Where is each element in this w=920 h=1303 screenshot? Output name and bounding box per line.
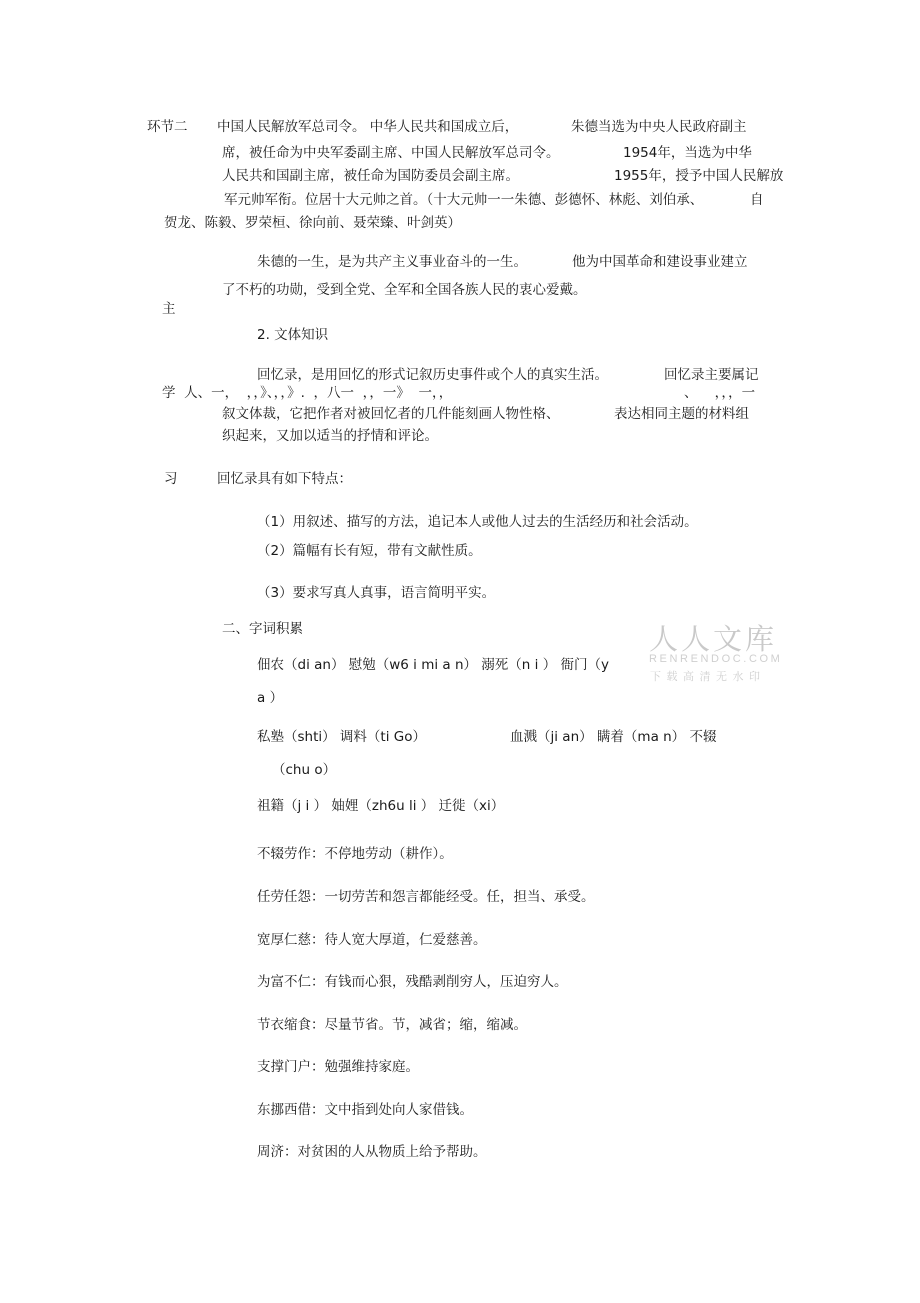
vocab-pinyin-line: （chu o） xyxy=(272,762,337,778)
vocab-definition: 宽厚仁慈：待人宽大厚道，仁爱慈善。 xyxy=(257,932,487,948)
watermark-domain: RENRENDOC.COM xyxy=(649,653,783,665)
text-line: 回忆录具有如下特点： xyxy=(217,471,352,487)
subsection-heading: 2. 文体知识 xyxy=(257,327,329,343)
text-line: 军元帅军衔。位居十大元帅之首。（十大元帅一一朱德、彭德怀、林彪、刘伯承、 xyxy=(224,192,704,208)
section-heading: 二、字词积累 xyxy=(222,621,303,637)
vocab-pinyin-line: 私塾（shti） 调料（ti Go） xyxy=(257,729,426,745)
vocab-definition: 节衣缩食：尽量节省。节，减省；缩，缩减。 xyxy=(257,1017,527,1033)
text-line: 朱德当选为中央人民政府副主 xyxy=(571,119,747,135)
text-line: 回忆录，是用回忆的形式记叙历史事件或个人的真实生活。 xyxy=(257,367,608,383)
vocab-definition: 东挪西借：文中指到处向人家借钱。 xyxy=(257,1102,473,1118)
garbled-line: 学 人、一， ，，》、，，》. ，八一 ，，一》 一，， xyxy=(162,385,453,401)
vocab-definition: 不辍劳作：不停地劳动（耕作）。 xyxy=(257,846,453,862)
text-line: 中国人民解放军总司令。 中华人民共和国成立后， xyxy=(217,119,519,135)
text-line: 他为中国革命和建设事业建立 xyxy=(572,254,748,270)
margin-char: 主 xyxy=(162,301,176,317)
vocab-pinyin-line: 佃农（di an） 慰勉（w6 i mi a n） 溺死（n i ） 衙门（y xyxy=(257,657,609,673)
text-line: 朱德的一生，是为共产主义事业奋斗的一生。 xyxy=(257,254,527,270)
vocab-definition: 为富不仁：有钱而心狠，残酷剥削穷人，压迫穷人。 xyxy=(257,974,568,990)
text-line: 了不朽的功勋，受到全党、全军和全国各族人民的衷心爱戴。 xyxy=(222,282,587,298)
list-item: （3）要求写真人真事，语言简明平实。 xyxy=(257,585,496,601)
section-label-huanjie: 环节二 xyxy=(147,119,188,135)
vocab-pinyin-line: 血溅（ji an） 瞒着（ma n） 不辍 xyxy=(510,729,717,745)
garbled-line: 、 ，，，一 xyxy=(684,385,756,401)
vocab-definition: 支撑门户：勉强维持家庭。 xyxy=(257,1059,419,1075)
vocab-definition: 任劳任怨：一切劳苦和怨言都能经受。任，担当、承受。 xyxy=(257,889,595,905)
watermark-logo-text: 人人文库 xyxy=(649,622,778,656)
list-item: （2）篇幅有长有短，带有文献性质。 xyxy=(257,543,482,559)
text-line: 席，被任命为中央军委副主席、中国人民解放军总司令。 xyxy=(222,145,560,161)
text-line: 1955年，授予中国人民解放 xyxy=(614,168,784,184)
vocab-pinyin-line: 祖籍（j i ） 妯娌（zh6u li ） 迁徙（xi） xyxy=(257,798,505,814)
text-line: 人民共和国副主席，被任命为国防委员会副主席。 xyxy=(222,168,519,184)
margin-char: 自 xyxy=(750,192,764,208)
text-line: 叙文体裁，它把作者对被回忆者的几件能刻画人物性格、 xyxy=(222,406,560,422)
vocab-pinyin-line: a ） xyxy=(257,690,284,706)
text-line: 贺龙、陈毅、罗荣桓、徐向前、聂荣臻、叶剑英） xyxy=(164,215,461,231)
text-line: 回忆录主要属记 xyxy=(664,367,759,383)
text-line: 织起来，又加以适当的抒情和评论。 xyxy=(222,428,438,444)
watermark-tagline: 下载高清无水印 xyxy=(650,670,766,683)
text-line: 表达相同主题的材料组 xyxy=(614,406,749,422)
text-line: 1954年，当选为中华 xyxy=(623,145,752,161)
vocab-definition: 周济：对贫困的人从物质上给予帮助。 xyxy=(257,1144,487,1160)
list-item: （1）用叙述、描写的方法，追记本人或他人过去的生活经历和社会活动。 xyxy=(257,514,698,530)
margin-char: 习 xyxy=(164,471,178,487)
